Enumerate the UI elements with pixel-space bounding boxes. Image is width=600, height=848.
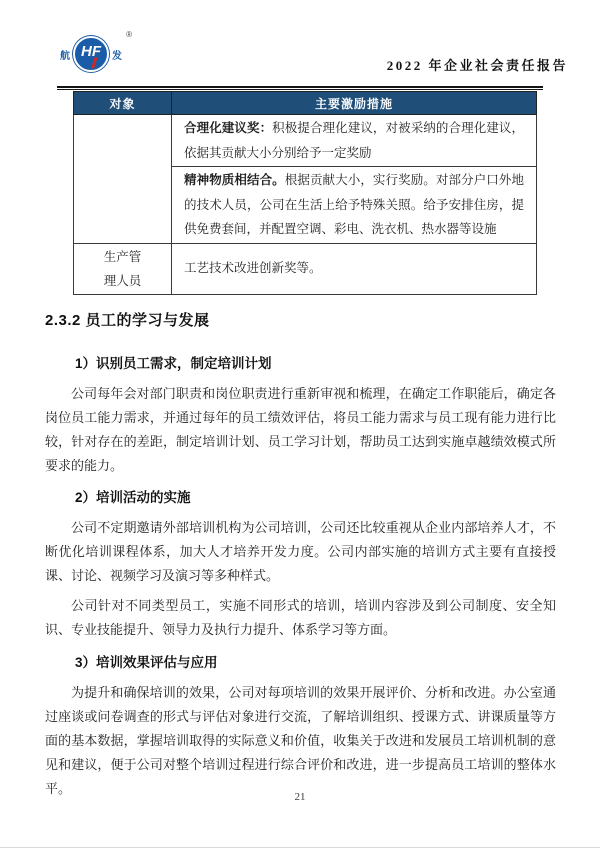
column-header-measures: 主要激励措施 [172, 92, 537, 115]
subsection-title-2: 2）培训活动的实施 [75, 489, 191, 505]
table-header-row [74, 92, 537, 115]
target-cell-production-staff [74, 243, 172, 294]
measure-cell: 工艺技术改进创新奖等。 [172, 243, 537, 294]
company-logo [60, 30, 132, 74]
hf-logo-icon [73, 36, 109, 72]
subsection-title-1: 1）识别员工需求，制定培训计划 [75, 355, 272, 371]
report-title: 2022 年企业社会责任报告 [386, 58, 568, 73]
paragraph: 公司每年会对部门职责和岗位职责进行重新审视和梳理，在确定工作职能后，确定各岗位员工能力需求，并通过每年的员工绩效评估，将员工能力需求与员工现有能力进行比较，针对存在的差距，制定培训计划、员工学习计划，帮助员工达到实施卓越绩效模式所要求的能力。 [45, 385, 556, 473]
incentive-measures-table [73, 91, 537, 295]
measure-text: 根据贡献大小，实行奖励。对部分户口外地的技术人员，公司在生活上给予特殊关照。给予安排住房，提供免费套间，并配置空调、彩电、洗衣机、热水器等设施 [184, 173, 524, 236]
paragraph: 为提升和确保培训的效果，公司对每项培训的效果开展评价、分析和改进。办公室通过座谈或问卷调查的形式与评估对象进行交流，了解培训组织、授课方式、讲课质量等方面的基本数据，掌握培训取得的实际意义和价值，收集关于改进和发展员工培训机制的意见和建议，便于公司对整个培训过程进行综合评价和改进，进一步提高员工培训的整体水平。 [45, 684, 556, 796]
target-line: 生产管 [103, 249, 142, 264]
table-row [74, 115, 537, 167]
header-rule [57, 86, 543, 90]
target-cell-empty [74, 115, 172, 244]
logo-left-char: 航 [60, 50, 70, 62]
measure-cell [172, 167, 537, 244]
measure-title: 合理化建议奖： [184, 121, 273, 135]
registered-trademark-icon: ® [126, 30, 132, 39]
paragraph: 公司不定期邀请外部培训机构为公司培训，公司还比较重视从企业内部培养人才，不断优化培训课程体系，加大人才培养开发力度。公司内部实施的培训方式主要有直接授课、讨论、视频学习及演习等多种样式。 [45, 519, 556, 583]
column-header-target: 对象 [74, 92, 172, 115]
page-footer [0, 791, 600, 803]
table-row [74, 243, 537, 294]
section-heading: 2.3.2 员工的学习与发展 [45, 311, 210, 329]
logo-right-char: 发 [112, 50, 122, 62]
logo-hf-text: HF [81, 42, 101, 60]
paragraph: 公司针对不同类型员工，实施不同形式的培训，培训内容涉及到公司制度、安全知识、专业技能提升、领导力及执行力提升、体系学习等方面。 [45, 597, 556, 637]
header-rule-thin-line [57, 89, 543, 90]
target-line: 理人员 [103, 273, 142, 288]
page-number: 21 [294, 791, 306, 803]
measure-text: 积极提合理化建议，对被采纳的合理化建议，依据其贡献大小分别给予一定奖励 [184, 121, 524, 160]
measure-cell [172, 115, 537, 167]
measure-title: 精神物质相结合。 [184, 173, 285, 187]
subsection-title-3: 3）培训效果评估与应用 [75, 654, 218, 670]
page-header [0, 0, 600, 86]
